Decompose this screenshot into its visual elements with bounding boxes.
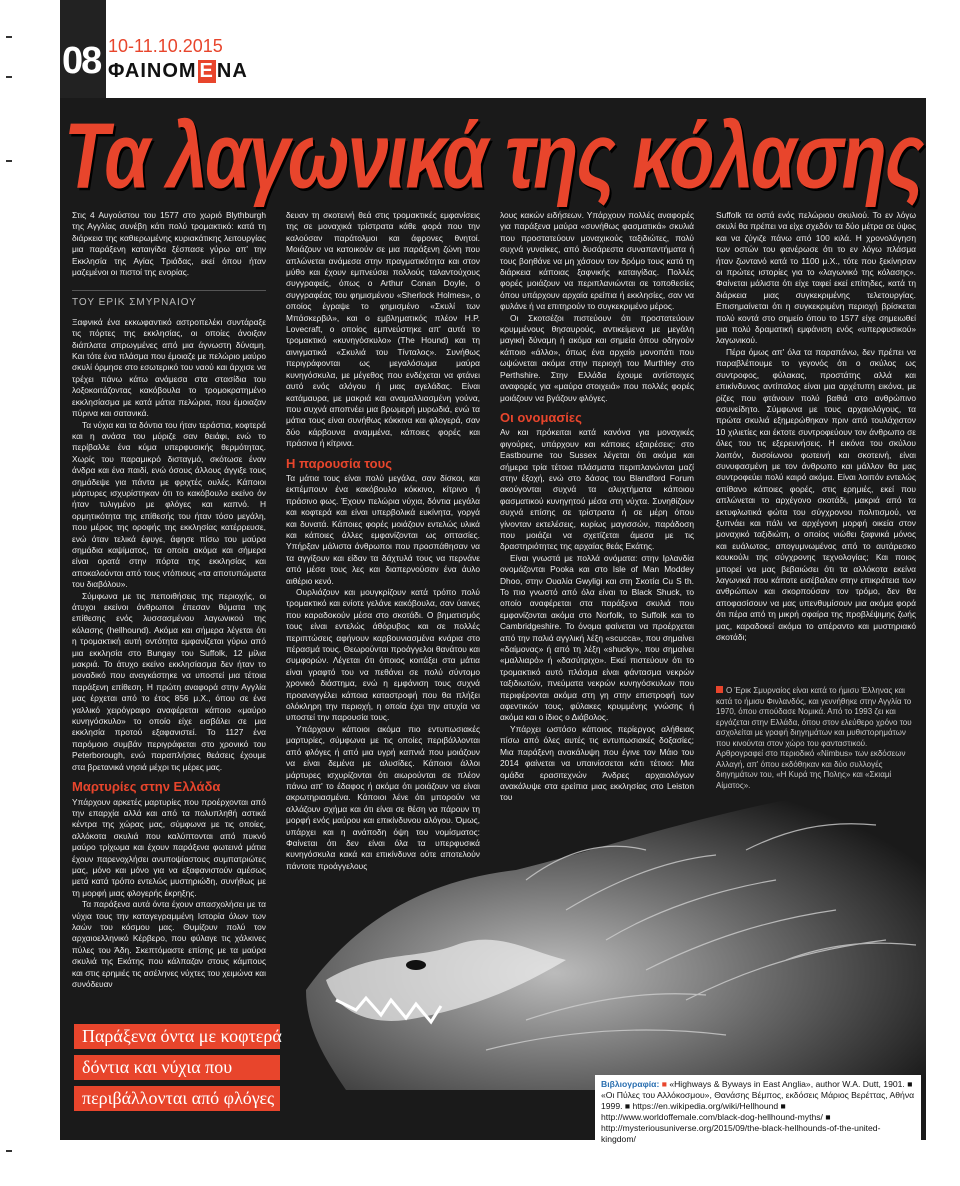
issue-date: 10-11.10.2015 [108, 36, 223, 56]
pull-quote-line: Παράξενα όντα με κοφτερά [74, 1024, 280, 1049]
byline: ΤΟΥ ΕΡΙΚ ΣΜΥΡΝΑΙΟΥ [72, 290, 266, 308]
headline: Τα λαγωνικά της κόλασης [63, 103, 923, 208]
paragraph: Αν και πρόκειται κατά κανόνα για μοναχικές φιγούρες, υπάρχουν και κάποιες εξαιρέσεις: στο Eastbourne του Sussex λέγεται ότι ακόμα και σήμερα τρία τέτοια πλάσματα περιπλανώνται μαζί στην έξοχή, ενώ στο δάσος του Blandford Forum ακούγονται συχνά τα αλυχτήματα κάποιου φασματικού κυνηγητού μέσα στη νύχτα. Συνηθίζουν συχνά επίσης σε τρίστρατα ή σε μέρη όπου γίνονταν εκτελέσεις, κυρίως μαγισσών, παράδοση που μοιάζει να σχετίζεται άμεσα με τις δραστηριότητες της αρχαίας θεάς Εκάτης. [500, 427, 694, 552]
bullet-square-icon: ■ [661, 1079, 667, 1089]
bibliography-text: «Highways & Byways in East Anglia», author W.A. Dutt, 1901. ■ «Οι Πύλες του Αλλόκοσμου», Θανάσης Βέμπος, εκδόσεις Μάριος Βερέττας, Αθήνα 1999. ■ https://en.wikipedia.org/wiki/Hellhound ■ http://www.worldoffemale.com/black-dog-hellhound-myths/ ■ http://mysteriousuniverse.org/2015/09/the-black-hellhounds-of-the-united-kingdom/ [601, 1079, 915, 1144]
paragraph: Υπάρχουν κάποιοι ακόμα πιο εντυπωσιακές μαρτυρίες, σύμφωνα με τις οποίες περιβάλλονται από φλόγες ή από μια υγρή καπνιά που μοιάζουν να είναι δεμένα με αλυσίδες. Κάποιοι άλλοι μάρτυρες ισχυρίζονται ότι αιωρούνται σε πλέον πάνω απ' το έδαφος ή ακόμα ότι μοιάζουν να είναι ακρωτηριασμένα. Κάποιοι λένε ότι μπορούν να αλλάζουν σχήμα και ότι είναι σε θέση να πάρουν τη μορφή ενός μαύρου και επικίνδυνου αλόγου. Όμως, υπάρχει και η ανάποδη όψη του νομίσματος: Φαίνεται ότι δεν είναι όλα τα υπερφυσικά κυνηγόσκυλα κακά και επικίνδυνα ούτε αποτελούν πάντοτε προάγγελους [286, 723, 480, 871]
page-number: 08 [62, 40, 101, 82]
paragraph: δευαν τη σκοτεινή θεά στις τρομακτικές εμφανίσεις της σε μοναχικά τρίστρατα κάθε φορά που την καλούσαν παράτολμοι και άφρονες θνητοί. Μοιάζουν να κατοικούν σε μια παράξενη ζώνη που απλώνεται ανάμεσα στην πραγματικότητα και στον μύθο και έχουν εμπνεύσει πολλούς ταλαντούχους συγγραφείς, όπως ο Arthur Conan Doyle, ο συγγραφέας του φημισμένου «Sherlock Holmes», ο οποίος έγραψε το φημισμένο «Σκυλί των Μπάσκερβιλ», και ο εμβληματικός πλέον H.P. Lovecraft, ο οποίος εμπνεύστηκε απ' αυτά το τρομακτικό «κυνηγόσκυλο» (The Hound) και τη αινιγματικά «Σκυλιά του Τίνταλος». Συνήθως περιγράφονται ως μεγαλόσωμα μαύρα κυνηγόσκυλα, με μέγεθος που ενδέχεται να φτάνει αυτό ενός αλόγου ή μιας αγελάδας. Είναι κατάμαυρα, με μακριά και αναμαλλιασμένη γούνα, που συχνά αποπνέει μια βρωμερή μυρωδιά, ενώ τα μάτια τους είναι συνήθως κόκκινα και φλογερά, σαν δύο κάρβουνα αναμμένα, κάποιες φορές και πράσινα ή κίτρινα. [286, 210, 480, 449]
margin-mark [6, 160, 12, 162]
bibliography-box [595, 1075, 921, 1149]
paragraph: Υπάρχουν αρκετές μαρτυρίες που προέρχονται από την επαρχία αλλά και από τα πολυπληθή αστικά κέντρα της χώρας μας, σύμφωνα με τις οποίες, αλλόκοτα σκυλιά που καλύπτονται από πυκνό μαύρο τρίχωμα και έχουν παράξενα φωτεινά μάτια έχουν παρενοχλήσει ανυποψίαστους συμπατριώτες μας, μόνο και μόνο για να εξαφανιστούν αμέσως μετά κατά τρόπο εντελώς μυστηριώδη, συνήθως με τη μορφή μιας φλογερής έκρηξης. [72, 796, 266, 898]
paragraph: Υπάρχει ωστόσο κάποιος περίεργος αλήθειας πίσω από όλες αυτές τις εντυπωσιακές δοξασίες; Μια παράξενη ανακάλυψη που έγινε τον Μάιο του 2014 φαίνεται να υπαινίσσεται κάτι τέτοιο: Μια ομάδα ερασιτεχνών Άνδρες αρχαιολόγων ανακάλυψε στα ερείπια μιας εκκλησίας στο Leiston του [500, 723, 694, 803]
bullet-square-icon [716, 686, 723, 693]
paragraph: Οι Σκοτσέζοι πιστεύουν ότι προστατεύουν κρυμμένους θησαυρούς, αντικείμενα με μεγάλη μαγική δύναμη ή ακόμα και σημεία όπου οδηγούν κάποιο «άλλο», όπως ένα αρχαίο μονοπάτι που ωψώνεται ακόμα στην περιοχή του Murthley στο Perthshire. Στην Ελλάδα έχουμε αντίστοιχες αναφορές για «μαύρα στοιχειά» που πολλές φορές μοιάζουν να βγάζουν φλόγες. [500, 312, 694, 403]
margin-mark [6, 36, 12, 38]
paragraph: Τα παράξενα αυτά όντα έχουν απασχολήσει με τα νύχια τους την καταγεγραμμένη Ιστορία όλων των λαών του κόσμου μας. Θυμίζουν πολύ τον αρχαιοελληνικό Κέρβερο, που φύλαγε τις χάλκινες πύλες του Άδη. Σκεπτόμαστε επίσης με τα μαύρα σκυλιά της Εκάτης που κάλπαζαν στους κάμπους και στις ερημιές τις ασέληνες νύχτες του χειμώνα και συνόδευαν [72, 899, 266, 989]
paragraph: Τα μάτια τους είναι πολύ μεγάλα, σαν δίσκοι, και εκπέμπουν ένα κακόβουλο κόκκινο, κίτρινο ή πράσινο φως. Έχουν πελώρια νύχια, δόντια μεγάλα και κοφτερά και είναι υπερβολικά ευκίνητα, γοργά και δυνατά. Κάποιες φορές μοιάζουν εντελώς υλικά και κάποιες άλλες εμφανίζονται ως οπτασίες. Υπήρξαν μάλιστα άνθρωποι που προσπάθησαν να τα αγγίξουν και είδαν τα δάχτυλά τους να περνάνε από μέσα τους λες και διαπερνούσαν ένα άυλο αιθέριο κενό. [286, 472, 480, 586]
headline-container [60, 98, 926, 213]
paragraph: Είναι γνωστά με πολλά ονόματα: στην Ιρλανδία ονομάζονται Pooka και στο Isle of Man Moddey Dhoo, στην Ουαλία Gwyligi και στη Σκοτία Cu S th. Το πιο γνωστό από όλα είναι το Black Shuck, το οποίο αναφέρεται στα παράξενα σκυλιά που εμφανίζονται ακόμα στο Norfolk, το Suffolk και το Cambridgeshire. Το όνομα φαίνεται να προέρχεται από την παλιά αγγλική λέξη «scucca», που σημαίνει «δαίμονας» ή από τη λέξη «shucky», που σημαίνει «μαλλιαρό» ή «δασύτριχο». Εκεί πιστεύουν ότι το τρομακτικό αυτό πλάσμα είναι φάντασμα νεκρών ταξιδιωτών, πνεύματα νεκρών κυνηγόσκυλων που περιφέρονται ακόμα στη γη στην επιστροφή των αφεντικών τους, φύλακες κρυμμένης γνώσης ή ακόμα και ο ίδιος ο Διάβολος. [500, 552, 694, 723]
section-title [108, 60, 248, 83]
pull-quote-line: περιβάλλονται από φλόγες [74, 1086, 280, 1111]
paragraph: λους κακών ειδήσεων. Υπάρχουν πολλές αναφορές για παράξενα μαύρα «συνήθως φασματικά» σκυλιά που προστατεύουν μοναχικούς ταξιδιώτες, πολύ συχνά γυναίκες, από δυσάρεστα συναπαντήματα ή τους βοηθάνε να μη χάσουν τον δρόμο τους κατά τη διάρκεια κάποιας ξαφνικής καταιγίδας. Πολλές φορές μοιάζουν να περιπλανιώνται σε τοποθεσίες όπου υπάρχουν αρχαία ερείπια ή εκκλησίες, σαν να φυλάνε ή να επιτηρούν το συγκεκριμένο μέρος. [500, 210, 694, 312]
section-title-box: Ε [199, 60, 214, 82]
author-note-text: Ο Έρικ Σμυρναίος είναι κατά το ήμισυ Έλληνας και κατά το ήμισυ Φινλανδός, και γεννήθηκε στην Αγγλία το 1970, όπου σπούδασε Νομικά. Από το 1993 ζει και εργάζεται στην Ελλάδα, όπου στον ελεύθερο χρόνο του ασχολείται με γραφή διηγημάτων και μυθιστορημάτων που κινούνται στον χώρο του φανταστικού. Αρθρογραφεί στο περιοδικό «Nimbus» των εκδόσεων Αλλαγή, απ' όπου εκδόθηκαν και δύο συλλογές διηγημάτων του, «Η Κυρά της Πολης» και «Σκιαμί Αίματος». [716, 686, 912, 790]
section-title-part: ΦΑΙΝΟΜ [108, 60, 197, 82]
magazine-page [60, 0, 926, 1144]
subheading: Μαρτυρίες στην Ελλάδα [72, 779, 221, 795]
margin-mark [6, 1150, 12, 1152]
pull-quote [74, 1024, 280, 1117]
paragraph: Suffolk τα οστά ενός πελώριου σκυλιού. Το εν λόγω σκυλί θα πρέπει να είχε σχεδόν τα δύο μέτρα σε ύψος και να ζύγιζε πάνω από 100 κιλά. Η χρονολόγηση των οστών του φανέρωσε ότι το εν λόγω πλάσμα ήταν ζωντανό κατά το 1100 μ.Χ., τότε που ξεκίνησαν οι πρώτες ιστορίες για το «λαγωνικό της κόλασης». Φαίνεται μάλιστα ότι είχε ταφεί εκεί επίτηδες, κατά τη διάρκεια μιας συγκεκριμένης τελετουργίας. Επισημαίνεται ότι η συγκεκριμένη περιοχή βρίσκεται πολύ κοντά στο σημείο όπου το 1577 είχε σημειωθεί μια πολύ δραματική εμφάνιση ενός «υπερφυσικού» λαγωνικού. [716, 210, 916, 346]
column-1 [72, 210, 266, 990]
subheading: Οι ονομασίες [500, 409, 582, 425]
column-4 [716, 210, 916, 643]
column-3 [500, 210, 694, 804]
folio-block [60, 0, 106, 98]
paragraph: Σύμφωνα με τις πεποιθήσεις της περιοχής, οι άτυχοι εκείνοι άνθρωποι έπεσαν θύματα της επίθεσης ενός λυσσασμένου λαγωνικού της κόλασης (hellhound). Ακόμα και σήμερα λέγεται ότι η τρομακτική αυτή οντότητα εμφανίζεται γύρω από μια εκκλησία στο Bungay του Suffolk, 12 μίλια μακριά. Το άτυχο εκείνο εκκλησίασμα δεν ήταν το μοναδικό που αναγκάστηκε να υποστεί μια τέτοια παράξενη επίθεση. Η πρώτη αναφορά στην Αγγλία μας έρχεται από το έτος 856 μ.Χ., όπου σε ένα γαλλικό χειρόγραφο αναφέρεται κάποιο «μαύρο κυνηγόσκυλο» το οποίο είχε εισβάλει σε μια εκκλησία προτού εξαφανιστεί. Το 1127 ένα παρόμοιο συμβάν περιγράφεται στο χρονικό του Peterborough, ενώ παραπλήσιες θεάσεις έχουμε στα βρετανικά νησιά μέχρι τις μέρες μας. [72, 590, 266, 772]
paragraph: Πέρα όμως απ' όλα τα παραπάνω, δεν πρέπει να παραβλέπουμε το γεγονός ότι ο σκύλος ως συντροφος, φύλακας, προστάτης αλλά και επικίνδυνος αντίπαλος είναι μια αρχέτυπη εικόνα, με ρίζες που φτάνουν πολύ βαθιά στο ανθρώπινο ασυνείδητο. Σύμφωνα με τους αρχαιολόγους, τα πρώτα σκυλιά εξημερώθηκαν πριν από τουλάχιστον 10 χιλιετίες και έκτοτε συντροφεύουν τον άνθρωπο σε όλες του τις εξερευνήσεις. Η εικόνα του σκύλου λοιπόν, δυσοίωνου φωτεινή και σκοτεινή, είναι συνυφασμένη με τον άνθρωπο και μάλλον θα μας συντροφεύει πολύ καιρό ακόμα. Είναι λοιπόν εντελώς απίθανο κάποιες φορές, στις ερημιές, εκεί που απλώνεται το αρχέγονο σκοτάδι, μακριά από τα εκτυφλωτικά φώτα του σύγχρονου πολιτισμού, να ξυπνάει και πάλι να αρχέγονη μορφή οικεία στον μοναχικό ταξιδιώτη, ο οποίος νιώθει ξαφνικά μόνος και ευάλωτος, απογυμνωμένος από το αυτάρεσκο κουκούλι της σύγχρονης τεχνολογίας; Και ποιος μπορεί να μας βεβαιώσει ότι τα αλλόκοτα εκείνα λαγωνικά που κάποτε εισέβαλαν στην επικράτεια των ανθρώπων και σκορπούσαν τον τρόμο, δεν θα αποφασίσουν να μας υπενθυμίσουν μια ακόμα φορά ότι πέρα από τη μικρή σφαίρα της προβλέψιμης ζωής μας, καραδοκεί ακόμα το απέραντο και μυστηριακό σκοτάδι; [716, 346, 916, 643]
hellhound-illustration [266, 760, 926, 1090]
section-title-part: ΝΑ [216, 60, 248, 82]
paragraph: Τα νύχια και τα δόντια του ήταν τεράστια, κοφτερά και η ανάσα του μύριζε σαν θειάφι, ενώ το περίβαλλε ένα κύμα υπερφυσικής θερμότητας. Χωρίς του παραμικρό δισταγμό, σκότωσε έναν άνδρα και ένα παιδί, ενώ όσους άλλους άγγιξε τους σημάδεψε για πάντα με φριχτές ουλές. Κάποιοι μάρτυρες ισχυρίστηκαν ότι το κακόβουλο εκείνο όν ήταν τυλιγμένο με φλόγες και καπνό. Η ορμητικότητα της επίθεσής του ήταν τόσο μεγάλη, που μέρος της οροφής της εκκλησίας κατέρρευσε, ενώ όταν τελικά έφυγε, άφησε πίσω του μαύρα σημάδια καψίματος, τα οποία ακόμα και σήμερα είναι ορατά στην πόρτα της εκκλησίας και αποκαλούνται από τους ντόπιους «τα αποτυπώματα του διαβόλου». [72, 419, 267, 590]
paragraph: Ουρλιάζουν και μουγκρίζουν κατά τρόπο πολύ τρομακτικό και ενίοτε γελάνε κακόβουλα, σαν ύαινες που καραδοκούν μέσα στο σκοτάδι. Ο βηματισμός τους είναι εντελώς άθόρυβος και σε πολλές περιπτώσεις αφήνουν καρβουνιασμένα κνάρια στο πέρασμά τους. Θεωρούνται προάγγελοι θανάτου και συμφορών. Λέγεται ότι όποιος κοιτάξει στα μάτια είναι γραφτό του να πεθάνει σε πολύ σύντομο χρονικό διάστημα, ενώ η εμφάνιση τους συχνά προαναγγέλει κάποια καταστροφή που θα πλήξει ολόκληρη την περιοχή, η οποία έχει την ατυχία να υποστεί την παρουσία τους. [286, 587, 480, 723]
margin-mark [6, 76, 12, 78]
pull-quote-line: δόντια και νύχια που [74, 1055, 280, 1080]
bibliography-label: Βιβλιογραφία: [601, 1079, 660, 1089]
paragraph: Ξαφνικά ένα εκκωφαντικό αστροπελέκι συντάραξε τις πόρτες της εκκλησίας, οι οποίες άνοιξαν διάπλατα σπρωγμένες από μια άγνωστη δύναμη. Και τότε ένα πλάσμα που έμοιαζε με πελώριο μαύρο σκυλί όρμησε στο εσωτερικό του ναού και άρχισε να τρέχει πάνω κάτω ανάμεσα στα στασίδια του λοξοκοιτάζοντας κακόβουλα το τρομοκρατημένο εκκλησίασμα με κατά μάτια πελώρια, που έμοιαζαν πύρινα και σατανικά. [72, 316, 266, 419]
subheading: Η παρουσία τους [286, 455, 392, 471]
lead-paragraph: Στις 4 Αυγούστου του 1577 στο χωριό Blythburgh της Αγγλίας συνέβη κάτι πολύ τρομακτικό: κατά τη διάρκεια της καθιερωμένης κυριακάτικης λειτουργίας μια παράξενη καταιγίδα ξέσπασε γύρω απ' την Εκκλησία της Αγίας Τριάδας, εκεί όπου ήταν μαζεμένοι οι πιστοί της ενορίας. [72, 210, 266, 278]
